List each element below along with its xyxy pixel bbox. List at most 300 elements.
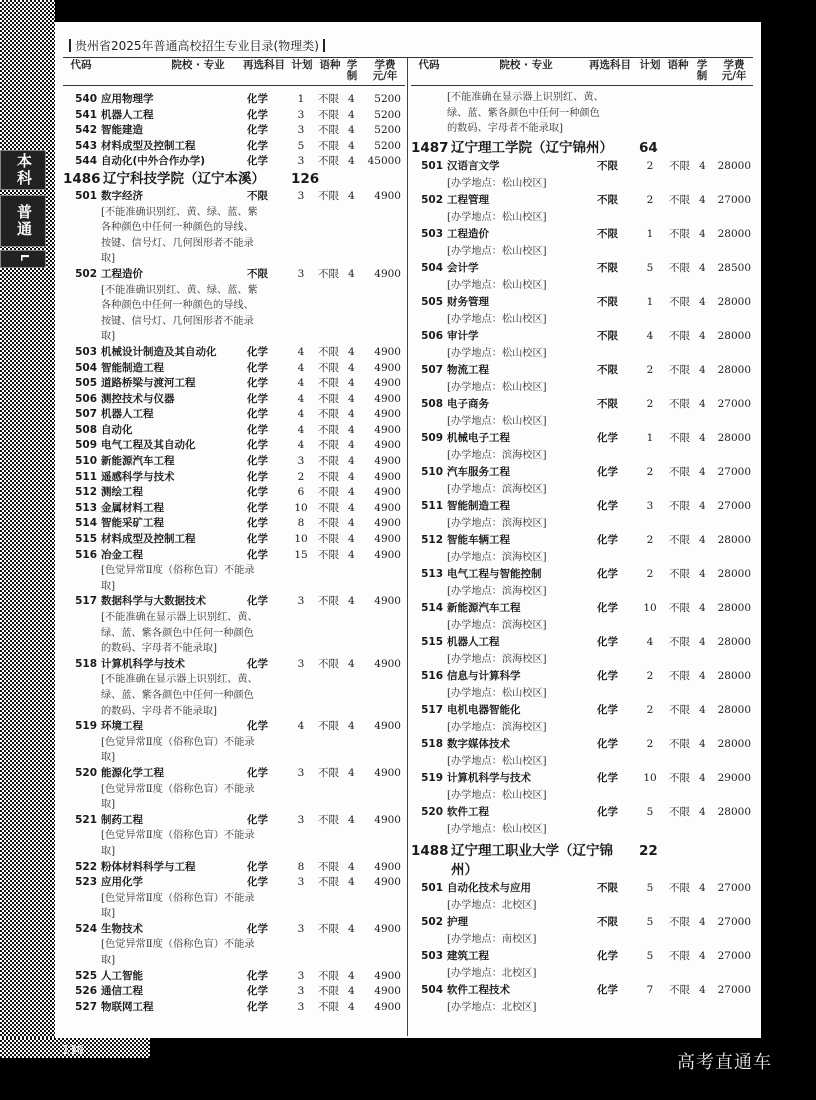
major-code: 516 [75, 548, 97, 561]
years: 4 [699, 193, 706, 206]
plan-count: 2 [646, 363, 654, 376]
plan-count: 3 [297, 189, 305, 202]
major-name: 数据科学与大数据技术 [101, 595, 206, 608]
major-name: 护理 [447, 915, 468, 928]
major-name: 财务管理 [447, 295, 489, 308]
school-plan: 126 [291, 170, 320, 187]
restriction-note: 取] [101, 845, 116, 857]
years: 4 [348, 922, 355, 935]
plan-count: 2 [646, 533, 654, 546]
language: 不限 [318, 922, 339, 935]
school-heading [411, 139, 753, 158]
plan-count: 3 [297, 595, 305, 608]
tuition-fee: 28000 [717, 601, 751, 614]
table-row [63, 345, 405, 361]
plan-count: 3 [297, 108, 305, 121]
language: 不限 [318, 267, 339, 280]
tuition-fee: 4900 [374, 985, 401, 998]
restriction-note: 的数码、字母者不能录取] [101, 705, 218, 717]
major-code: 520 [421, 805, 443, 818]
campus-location: [办学地点：滨海校区] [447, 585, 547, 597]
restriction-note: 各种颜色中任何一种颜色的导线、 [101, 300, 254, 312]
years: 4 [348, 377, 355, 390]
subject-requirement: 不限 [597, 159, 618, 172]
tuition-fee: 27000 [717, 193, 751, 206]
plan-count: 5 [646, 805, 654, 818]
plan-count: 1 [646, 295, 654, 308]
school-name: 辽宁理工学院（辽宁锦州） [451, 139, 613, 156]
tuition-fee: 4900 [374, 189, 401, 202]
language: 不限 [669, 703, 690, 716]
years: 4 [348, 860, 355, 873]
major-code: 519 [75, 720, 97, 733]
col-code-header: 代码 [418, 59, 440, 71]
subject-requirement: 化学 [247, 985, 268, 998]
plan-count: 3 [297, 455, 305, 468]
language: 不限 [669, 159, 690, 172]
major-name: 材料成型及控制工程 [101, 533, 196, 546]
plan-count: 3 [297, 969, 305, 982]
campus-location: [办学地点：北校区] [447, 899, 537, 911]
page-header [65, 37, 329, 57]
language: 不限 [669, 261, 690, 274]
column-divider [407, 58, 408, 1036]
language: 不限 [669, 227, 690, 240]
tuition-fee: 28000 [717, 533, 751, 546]
table-row [63, 189, 405, 205]
tuition-fee: 5200 [374, 124, 401, 137]
language: 不限 [318, 139, 339, 152]
major-name: 能源化学工程 [101, 766, 164, 779]
major-name: 机器人工程 [447, 635, 500, 648]
table-row [411, 328, 753, 345]
years: 4 [348, 423, 355, 436]
campus-location: [办学地点：松山校区] [447, 381, 547, 393]
years: 4 [699, 983, 706, 996]
table-row [63, 969, 405, 985]
subject-requirement: 化学 [247, 345, 268, 358]
major-code: 503 [75, 345, 97, 358]
plan-count: 3 [297, 766, 305, 779]
plan-count: 1 [646, 227, 654, 240]
major-name: 智能车辆工程 [447, 533, 510, 546]
years: 4 [699, 635, 706, 648]
table-row [63, 594, 405, 610]
years: 4 [699, 397, 706, 410]
major-code: 517 [421, 703, 443, 716]
major-code: 515 [75, 533, 97, 546]
plan-count: 2 [646, 703, 654, 716]
tuition-fee: 27000 [717, 499, 751, 512]
plan-count: 4 [297, 720, 305, 733]
major-name: 机器人工程 [101, 408, 154, 421]
major-name: 工程管理 [447, 193, 489, 206]
major-code: 516 [421, 669, 443, 682]
years: 4 [348, 361, 355, 374]
plan-count: 4 [297, 392, 305, 405]
language: 不限 [669, 669, 690, 682]
years: 4 [699, 601, 706, 614]
school-name: 辽宁理工职业大学（辽宁锦 [451, 842, 613, 859]
table-row [411, 430, 753, 447]
major-name: 新能源汽车工程 [101, 455, 175, 468]
major-name: 自动化 [101, 423, 133, 436]
major-name: 智能建造 [101, 124, 143, 137]
language: 不限 [318, 423, 339, 436]
tuition-fee: 28000 [717, 669, 751, 682]
language: 不限 [669, 295, 690, 308]
tuition-fee: 4900 [374, 267, 401, 280]
plan-count: 3 [297, 876, 305, 889]
major-code: 512 [421, 533, 443, 546]
subject-requirement: 不限 [597, 227, 618, 240]
subject-requirement: 化学 [247, 860, 268, 873]
plan-count: 4 [297, 377, 305, 390]
years: 4 [699, 465, 706, 478]
restriction-note: [色觉异常Ⅱ度（俗称色盲）不能录 [101, 736, 255, 748]
subject-requirement: 化学 [247, 139, 268, 152]
years: 4 [348, 267, 355, 280]
years: 4 [699, 533, 706, 546]
school-heading [63, 170, 405, 189]
subject-requirement: 化学 [247, 813, 268, 826]
tuition-fee: 4900 [374, 455, 401, 468]
major-code: 501 [421, 159, 443, 172]
major-name: 软件工程 [447, 805, 489, 818]
table-row [63, 548, 405, 564]
subject-requirement: 化学 [247, 533, 268, 546]
col-lang-header: 语种 [319, 59, 341, 71]
table-row [63, 1000, 405, 1016]
major-code: 521 [75, 813, 97, 826]
language: 不限 [318, 470, 339, 483]
subject-requirement: 化学 [247, 377, 268, 390]
subject-requirement: 不限 [247, 267, 268, 280]
plan-count: 3 [646, 499, 654, 512]
subject-requirement: 化学 [597, 465, 618, 478]
subject-requirement: 化学 [247, 361, 268, 374]
table-row [63, 376, 405, 392]
table-row [63, 860, 405, 876]
tuition-fee: 5200 [374, 93, 401, 105]
language: 不限 [318, 595, 339, 608]
language: 不限 [669, 983, 690, 996]
restriction-note: 取] [101, 955, 116, 967]
page-number: 130 [62, 1043, 84, 1057]
plan-count: 2 [646, 193, 654, 206]
tuition-fee: 4900 [374, 439, 401, 452]
school-heading-line1 [411, 842, 753, 861]
years: 4 [348, 124, 355, 137]
major-name: 智能制造工程 [447, 499, 510, 512]
table-row [63, 719, 405, 735]
tuition-fee: 4900 [374, 813, 401, 826]
major-name: 遥感科学与技术 [101, 470, 175, 483]
language: 不限 [669, 805, 690, 818]
major-code: 507 [421, 363, 443, 376]
language: 不限 [318, 813, 339, 826]
tuition-fee: 4900 [374, 408, 401, 421]
language: 不限 [669, 431, 690, 444]
table-row [411, 192, 753, 209]
restriction-note: [色觉异常Ⅱ度（俗称色盲）不能录 [101, 892, 255, 904]
tuition-fee: 4900 [374, 860, 401, 873]
campus-location: [办学地点：松山校区] [447, 755, 547, 767]
major-name: 计算机科学与技术 [447, 771, 531, 784]
major-name: 通信工程 [101, 985, 143, 998]
years: 4 [699, 949, 706, 962]
major-name: 机器人工程 [101, 108, 154, 121]
plan-count: 3 [297, 267, 305, 280]
tuition-fee: 4900 [374, 423, 401, 436]
tuition-fee: 28000 [717, 159, 751, 172]
major-code: 506 [421, 329, 443, 342]
subject-requirement: 化学 [597, 533, 618, 546]
tuition-fee: 4900 [374, 486, 401, 499]
tuition-fee: 4900 [374, 501, 401, 514]
header-bar-left [69, 39, 71, 52]
restriction-note: [不能准确在显示器上识别红、黄、 [101, 674, 258, 686]
tuition-fee: 4900 [374, 1000, 401, 1013]
subject-requirement: 不限 [597, 915, 618, 928]
major-code: 508 [421, 397, 443, 410]
language: 不限 [318, 860, 339, 873]
col-fee-header [365, 60, 405, 82]
col-fee-header-1: 学费 [723, 59, 745, 71]
years: 4 [348, 969, 355, 982]
major-name: 机械设计制造及其自动化 [101, 345, 217, 358]
major-code: 517 [75, 595, 97, 608]
tuition-fee: 28000 [717, 635, 751, 648]
right-table-body [411, 86, 753, 1016]
years: 4 [348, 455, 355, 468]
language: 不限 [669, 771, 690, 784]
restriction-note: [不能准确识别红、黄、绿、蓝、紫 [101, 206, 258, 218]
years: 4 [348, 345, 355, 358]
subject-requirement: 化学 [597, 601, 618, 614]
tuition-fee: 4900 [374, 361, 401, 374]
major-code: 525 [75, 969, 97, 982]
subject-requirement: 化学 [247, 486, 268, 499]
major-code: 513 [75, 501, 97, 514]
side-tab-undergrad: 本科 [0, 150, 46, 190]
table-row [411, 770, 753, 787]
language: 不限 [669, 363, 690, 376]
major-code: 509 [421, 431, 443, 444]
plan-count: 3 [297, 124, 305, 137]
major-code: 527 [75, 1000, 97, 1013]
language: 不限 [669, 881, 690, 894]
major-name: 工程造价 [447, 227, 489, 240]
language: 不限 [669, 397, 690, 410]
subject-requirement: 化学 [247, 501, 268, 514]
plan-count: 5 [646, 915, 654, 928]
major-name: 工程造价 [101, 267, 143, 280]
language: 不限 [318, 486, 339, 499]
restriction-note: 取] [101, 331, 116, 343]
col-subject-header: 再选科目 [589, 59, 631, 71]
language: 不限 [318, 720, 339, 733]
table-row [411, 464, 753, 481]
table-row [411, 532, 753, 549]
years: 4 [348, 876, 355, 889]
major-name: 汽车服务工程 [447, 465, 510, 478]
school-heading [411, 842, 753, 880]
major-code: 541 [75, 108, 97, 121]
plan-count: 10 [643, 601, 657, 614]
school-code: 1488 [411, 842, 449, 859]
side-tab-letter: L [0, 250, 46, 268]
subject-requirement: 化学 [597, 499, 618, 512]
campus-location: [办学地点：松山校区] [447, 245, 547, 257]
col-lang-header: 语种 [667, 59, 689, 71]
years: 4 [348, 533, 355, 546]
major-code: 543 [75, 139, 97, 152]
major-code: 506 [75, 392, 97, 405]
col-plan-header: 计划 [291, 59, 313, 71]
major-name: 物联网工程 [101, 1000, 154, 1013]
years: 4 [699, 915, 706, 928]
watermark-text: 高考直通车 [677, 1052, 772, 1073]
subject-requirement: 化学 [247, 876, 268, 889]
major-code: 510 [421, 465, 443, 478]
campus-location: [办学地点：滨海校区] [447, 551, 547, 563]
tuition-fee: 27000 [717, 465, 751, 478]
years: 4 [348, 108, 355, 121]
subject-requirement: 不限 [597, 329, 618, 342]
major-name: 新能源汽车工程 [447, 601, 521, 614]
years: 4 [348, 470, 355, 483]
col-years-header [696, 60, 708, 82]
col-years-header-1: 学 [696, 59, 708, 71]
major-name: 应用化学 [101, 876, 143, 889]
tuition-fee: 4900 [374, 969, 401, 982]
table-row [411, 634, 753, 651]
language: 不限 [669, 499, 690, 512]
school-plan: 64 [639, 139, 658, 156]
language: 不限 [318, 108, 339, 121]
major-name: 电机电器智能化 [447, 703, 521, 716]
tuition-fee: 4900 [374, 876, 401, 889]
restriction-note: 各种颜色中任何一种颜色的导线、 [101, 222, 254, 234]
col-major-header: 院校 · 专业 [499, 59, 553, 71]
years: 4 [699, 703, 706, 716]
tuition-fee: 4900 [374, 548, 401, 561]
major-name: 道路桥梁与渡河工程 [101, 377, 196, 390]
subject-requirement: 化学 [247, 423, 268, 436]
plan-count: 4 [646, 635, 654, 648]
table-row [411, 702, 753, 719]
plan-count: 1 [646, 431, 654, 444]
years: 4 [348, 392, 355, 405]
language: 不限 [318, 345, 339, 358]
tuition-fee: 4900 [374, 657, 401, 670]
tuition-fee: 28000 [717, 329, 751, 342]
major-name: 计算机科学与技术 [101, 657, 185, 670]
language: 不限 [669, 193, 690, 206]
subject-requirement: 化学 [597, 669, 618, 682]
years: 4 [348, 1000, 355, 1013]
plan-count: 3 [297, 1000, 305, 1013]
table-row [63, 154, 405, 170]
table-row [63, 423, 405, 439]
plan-count: 4 [297, 345, 305, 358]
restriction-note: 绿、蓝、紫各颜色中任何一种颜色 [101, 689, 254, 701]
language: 不限 [669, 533, 690, 546]
col-years-header [346, 60, 358, 82]
table-row [63, 92, 405, 108]
major-name: 汉语言文学 [447, 159, 500, 172]
col-years-header-2: 制 [696, 70, 708, 82]
subject-requirement: 不限 [247, 189, 268, 202]
restriction-note: 取] [101, 253, 116, 265]
plan-count: 2 [297, 470, 305, 483]
major-code: 510 [75, 455, 97, 468]
restriction-note: [不能准确在显示器上识别红、黄、 [101, 612, 258, 623]
major-code: 502 [75, 267, 97, 280]
years: 4 [348, 517, 355, 530]
table-row [63, 813, 405, 829]
major-name: 数字媒体技术 [447, 737, 510, 750]
table-row [411, 880, 753, 897]
table-row [63, 438, 405, 454]
plan-count: 4 [646, 329, 654, 342]
table-row [63, 485, 405, 501]
tuition-fee: 4900 [374, 517, 401, 530]
table-row [411, 914, 753, 931]
language: 不限 [318, 93, 339, 105]
col-fee-header-1: 学费 [374, 59, 396, 71]
subject-requirement: 化学 [247, 392, 268, 405]
tuition-fee: 27000 [717, 397, 751, 410]
plan-count: 2 [646, 397, 654, 410]
major-code: 509 [75, 439, 97, 452]
plan-count: 3 [297, 922, 305, 935]
major-name: 测控技术与仪器 [101, 392, 175, 405]
major-name: 物流工程 [447, 363, 489, 376]
years: 4 [699, 295, 706, 308]
years: 4 [699, 261, 706, 274]
language: 不限 [318, 392, 339, 405]
major-code: 503 [421, 949, 443, 962]
major-name: 金属材料工程 [101, 501, 164, 514]
campus-location: [办学地点：滨海校区] [447, 653, 547, 665]
plan-count: 2 [646, 159, 654, 172]
major-code: 501 [75, 189, 97, 202]
major-code: 507 [75, 408, 97, 421]
language: 不限 [318, 985, 339, 998]
years: 4 [348, 657, 355, 670]
school-name: 辽宁科技学院（辽宁本溪） [103, 170, 265, 187]
tuition-fee: 28000 [717, 363, 751, 376]
major-code: 544 [75, 155, 97, 168]
school-code: 1487 [411, 139, 449, 156]
subject-requirement: 化学 [597, 703, 618, 716]
years: 4 [348, 408, 355, 421]
tuition-fee: 27000 [717, 983, 751, 996]
restriction-note: [色觉异常Ⅱ度（俗称色盲）不能录 [101, 783, 255, 795]
years: 4 [348, 595, 355, 608]
school-heading-line2 [411, 861, 753, 880]
major-name: 机械电子工程 [447, 431, 510, 444]
language: 不限 [669, 635, 690, 648]
table-row [63, 108, 405, 124]
years: 4 [699, 805, 706, 818]
major-code: 515 [421, 635, 443, 648]
years: 4 [348, 189, 355, 202]
table-row [411, 498, 753, 515]
major-code: 501 [421, 881, 443, 894]
